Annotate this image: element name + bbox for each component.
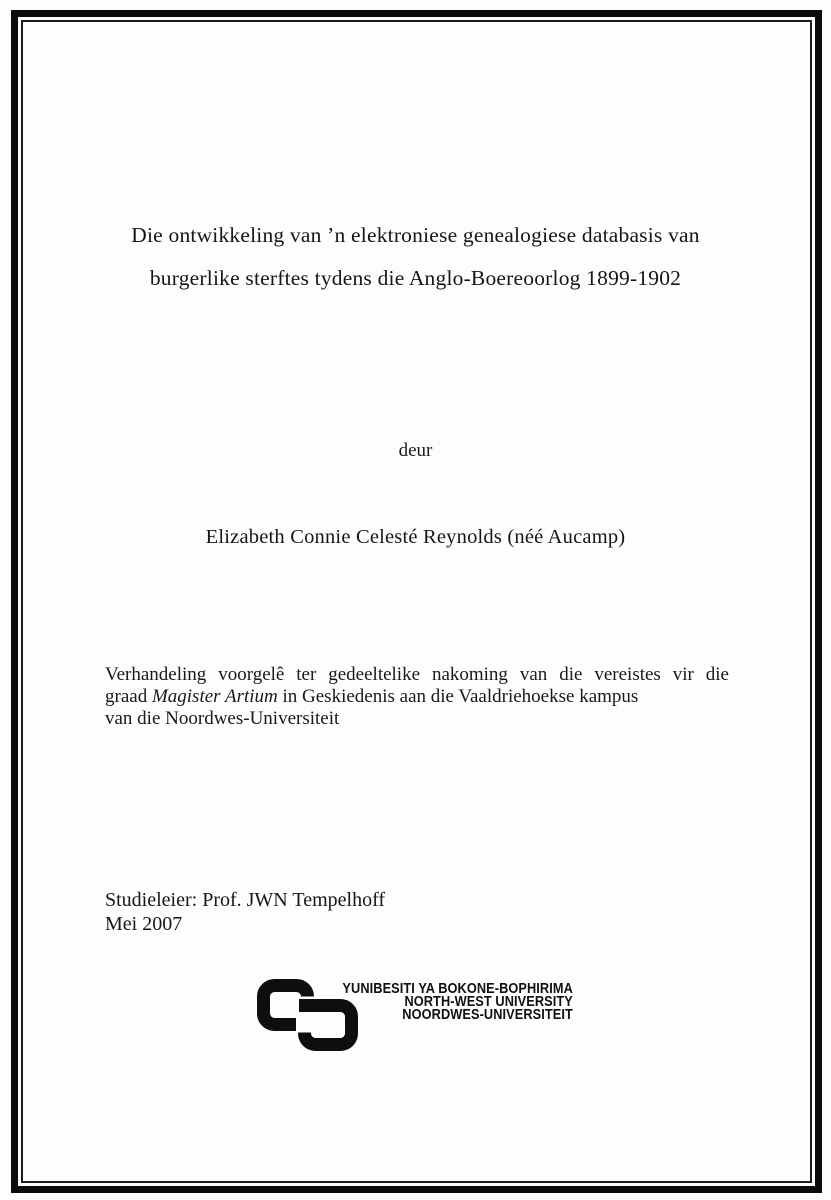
degree-name-italic: Magister Artium <box>151 685 278 707</box>
thesis-title <box>40 214 791 299</box>
supervisor-block <box>105 889 385 936</box>
submission-line2-pre: graad <box>105 685 152 707</box>
submission-statement <box>105 664 729 729</box>
submission-line1: Verhandeling voorgelê ter gedeeltelike nakoming van die vereistes vir die <box>105 664 729 685</box>
university-name-afrikaans: NOORDWES-UNIVERSITEIT <box>402 1006 573 1023</box>
author-name: Elizabeth Connie Celesté Reynolds (néé Aucamp) <box>205 526 626 548</box>
submission-line2-post: in Geskiedenis aan die Vaaldriehoekse kampus <box>277 685 639 707</box>
north-west-university-logo <box>257 977 577 1053</box>
submission-line2 <box>105 686 729 708</box>
submission-line3: van die Noordwes-Universiteit <box>105 707 340 729</box>
date-line: Mei 2007 <box>105 912 183 935</box>
supervisor-line: Studieleier: Prof. JWN Tempelhoff <box>105 889 386 911</box>
university-name-block <box>343 983 573 1022</box>
university-name-english: NORTH-WEST UNIVERSITY <box>404 993 573 1010</box>
thesis-title-line1: Die ontwikkeling van ’n elektroniese genealogiese databasis van <box>131 223 700 247</box>
byline-label: deur <box>398 440 433 461</box>
thesis-title-line2: burgerlike sterftes tydens die Anglo-Boereoorlog 1899-1902 <box>149 265 682 290</box>
university-name-setswana: YUNIBESITI YA BOKONE-BOPHIRIMA <box>342 981 573 997</box>
